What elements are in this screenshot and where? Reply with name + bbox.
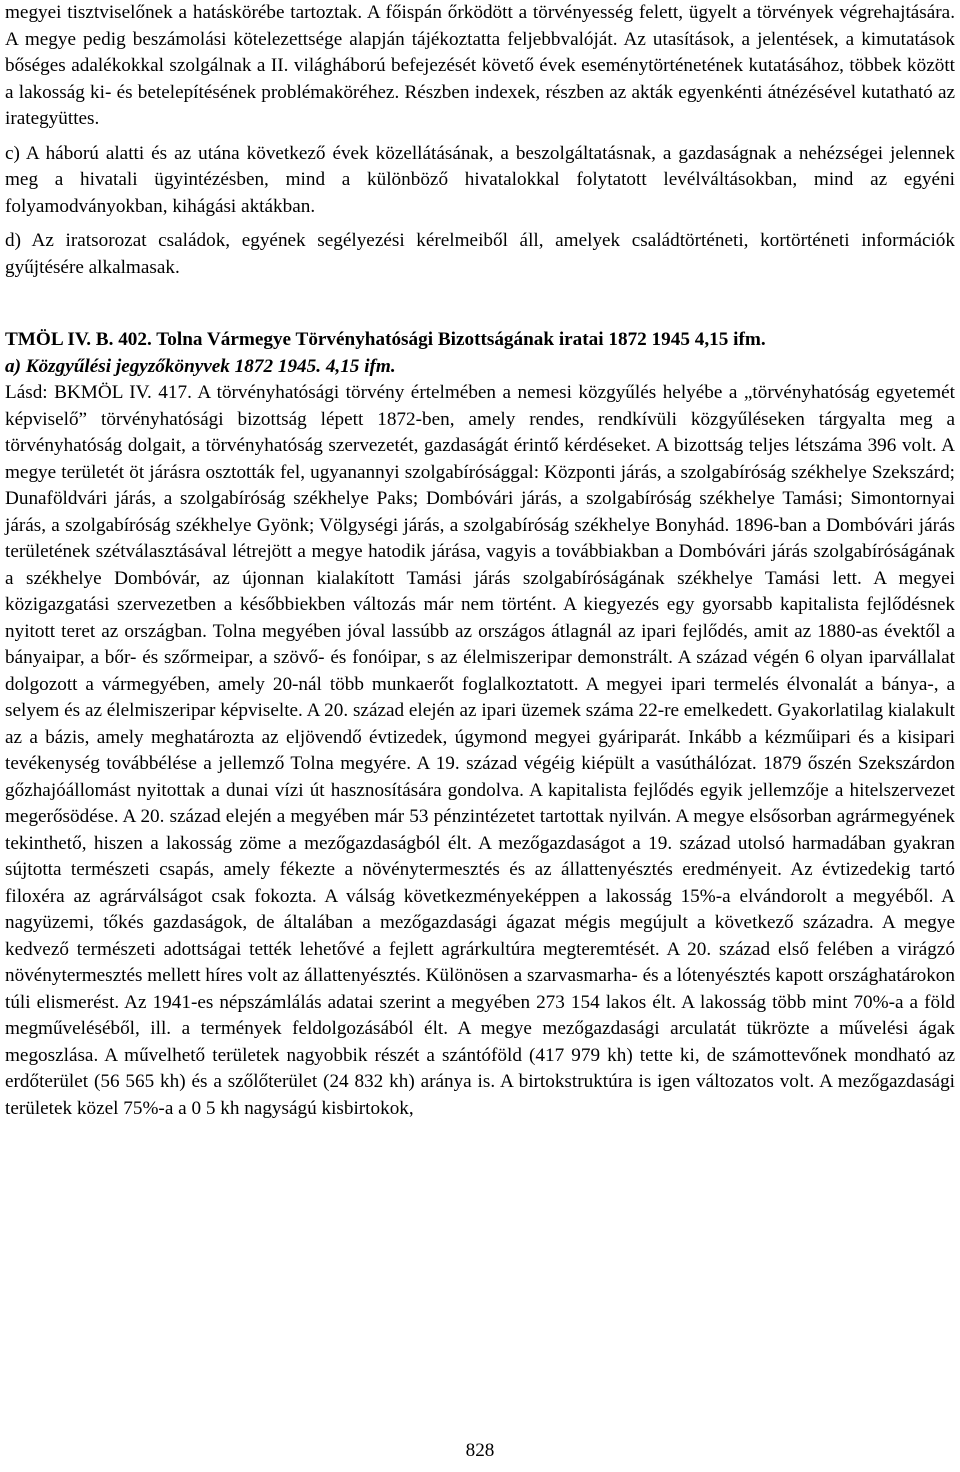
document-page: [5, 0, 955, 1122]
subsection-heading: a) Közgyűlési jegyzőkönyvek 1872 1945. 4,15 ifm.: [5, 355, 396, 377]
paragraph-d: d) Az iratsorozat családok, egyének segélyezési kérelmeiből áll, amelyek családtörténeti, kortörténeti információk gyűjtésére alkalmasak.: [5, 230, 955, 278]
intro-paragraph: megyei tisztviselőnek a hatáskörébe tartoztak. A főispán őrködött a törvényesség felett, ügyelt a törvények végrehajtására. A megye pedig beszámolási kötelezettsége alapján tájékoztatta feljebbvalóját. Az utasítások, a jelentések, a kimutatások bőséges adalékokkal szolgálnak a II. világháború befejezését követő évek eseménytörténetének kutatásához, többek között a lakosság ki- és betelepítésének problémaköréhez. Részben indexek, részben az akták egyenkénti átnézésével kutatható az irategyüttes.: [5, 2, 955, 129]
paragraph-c: c) A háború alatti és az utána következő évek közellátásának, a beszolgáltatásnak, a gazdaságnak a nehézségei jelennek meg a hivatali ügyintézésben, mind a különböző hivatalokkal folytatott levélváltásokban, mind az egyéni folyamodványokban, kihágási aktákban.: [5, 142, 955, 217]
page-number: 828: [465, 1440, 495, 1461]
section-heading: TMÖL IV. B. 402. Tolna Vármegye Törvényhatósági Bizottságának iratai 1872 1945 4,15 ifm.: [5, 329, 766, 350]
main-paragraph: Lásd: BKMÖL IV. 417. A törvényhatósági törvény értelmében a nemesi közgyűlés helyébe a „törvényhatóság egyetemét képviselő” törvényhatósági bizottság lépett 1872-ben, amely rendes, rendkívüli közgyűléseken tárgyalta meg a törvényhatóság dolgait, a törvényhatóság szervezetét, gazdaságát érintő kérdéseket. A bizottság teljes létszáma 396 volt. A megye területét öt járásra osztották fel, ugyanannyi szolgabírósággal: Központi járás, a szolgabíróság székhelye Szekszárd; Dunaföldvári járás, a szolgabíróság székhelye Paks; Dombóvári járás, a szolgabíróság székhelye Tamási; Simontornyai járás, a szolgabíróság székhelye Gyönk; Völgységi járás, a szolgabíróság székhelye Bonyhád. 1896-ban a Dombóvári járás területének szétválasztásával létrejött a megye hatodik járása, vagyis a továbbiakban a Dombóvári járás szolgabíróságának a székhelye Dombóvár, az újonnan kialakított Tamási járás szolgabíróságának székhelye Tamási lett. A megyei közigazgatási szervezetben a későbbiekben változás már nem történt. A kiegyezés egy gyorsabb kapitalista fejlődésnek nyitott teret az országban. Tolna megyében jóval lassúbb az országos átlagnál az ipari fejlődés, amit az 1880-as évektől a bányaipar, a bőr- és szőrmeipar, a szövő- és fonóipar, s az élelmiszeripar demonstrált. A század végén 6 olyan iparvállalat dolgozott a vármegyében, amely 20-nál több munkaerőt foglalkoztatott. A megyei ipari termelés élvonalát a bánya-, a selyem és az élelmiszeripar képviselte. A 20. század elején az ipari üzemek száma 22-re emelkedett. Gyakorlatilag kialakult az a bázis, amely meghatározta az eljövendő évtizedek, úgymond megyei gyáriparát. Inkább a kézműipari és a kisipari tevékenység továbbélése a jellemző Tolna megyére. A 19. század végéig kiépült a vasúthálózat. 1879 őszén Szekszárdon gőzhajóállomást nyitottak a dunai vízi út hasznosítására gondolva. A kapitalista fejlődés egyik jellemzője a hitelszervezet megerősödése. A 20. század elején a megyében már 53 pénzintézetet tartottak nyilván. A megye elsősorban agrármegyének tekinthető, hiszen a lakosság zöme a mezőgazdaságból élt. A mezőgazdaságot a 19. század utolsó harmadában gyakran sújtotta természeti csapás, amely fékezte a növénytermesztés és az állattenyésztés eredményeit. Az évtizedekig tartó filoxéra az agrárválságot csak fokozta. A válság következményeképpen a lakosság 15%-a elvándorolt a megyéből. A nagyüzemi, tőkés gazdaságok, de általában a mezőgazdasági ágazat mégis megújult a következő századra. A megye kedvező természeti adottságai tették lehetővé a fejlett agrárkultúra megteremtését. A 20. század első felében a virágzó növénytermesztés mellett híres volt az állattenyésztés. Különösen a szarvasmarha- és a lótenyésztés kapott országhatárokon túli elismerést. Az 1941-es népszámlálás adatai szerint a megyében 273 154 lakos élt. A lakosság több mint 70%-a a föld megműveléséből, ill. a termények feldolgozásából élt. A megye mezőgazdasági arculatát tükrözte a művelési ágak megoszlása. A művelhető területek nagyobbik részét a szántóföld (417 979 kh) tette ki, de számottevőnek mondható az erdőterület (56 565 kh) és a szőlőterület (24 832 kh) aránya is. A birtokstruktúra is igen változatos volt. A mezőgazdasági területek közel 75%-a a 0 5 kh nagyságú kisbirtokok,: [5, 382, 955, 1119]
